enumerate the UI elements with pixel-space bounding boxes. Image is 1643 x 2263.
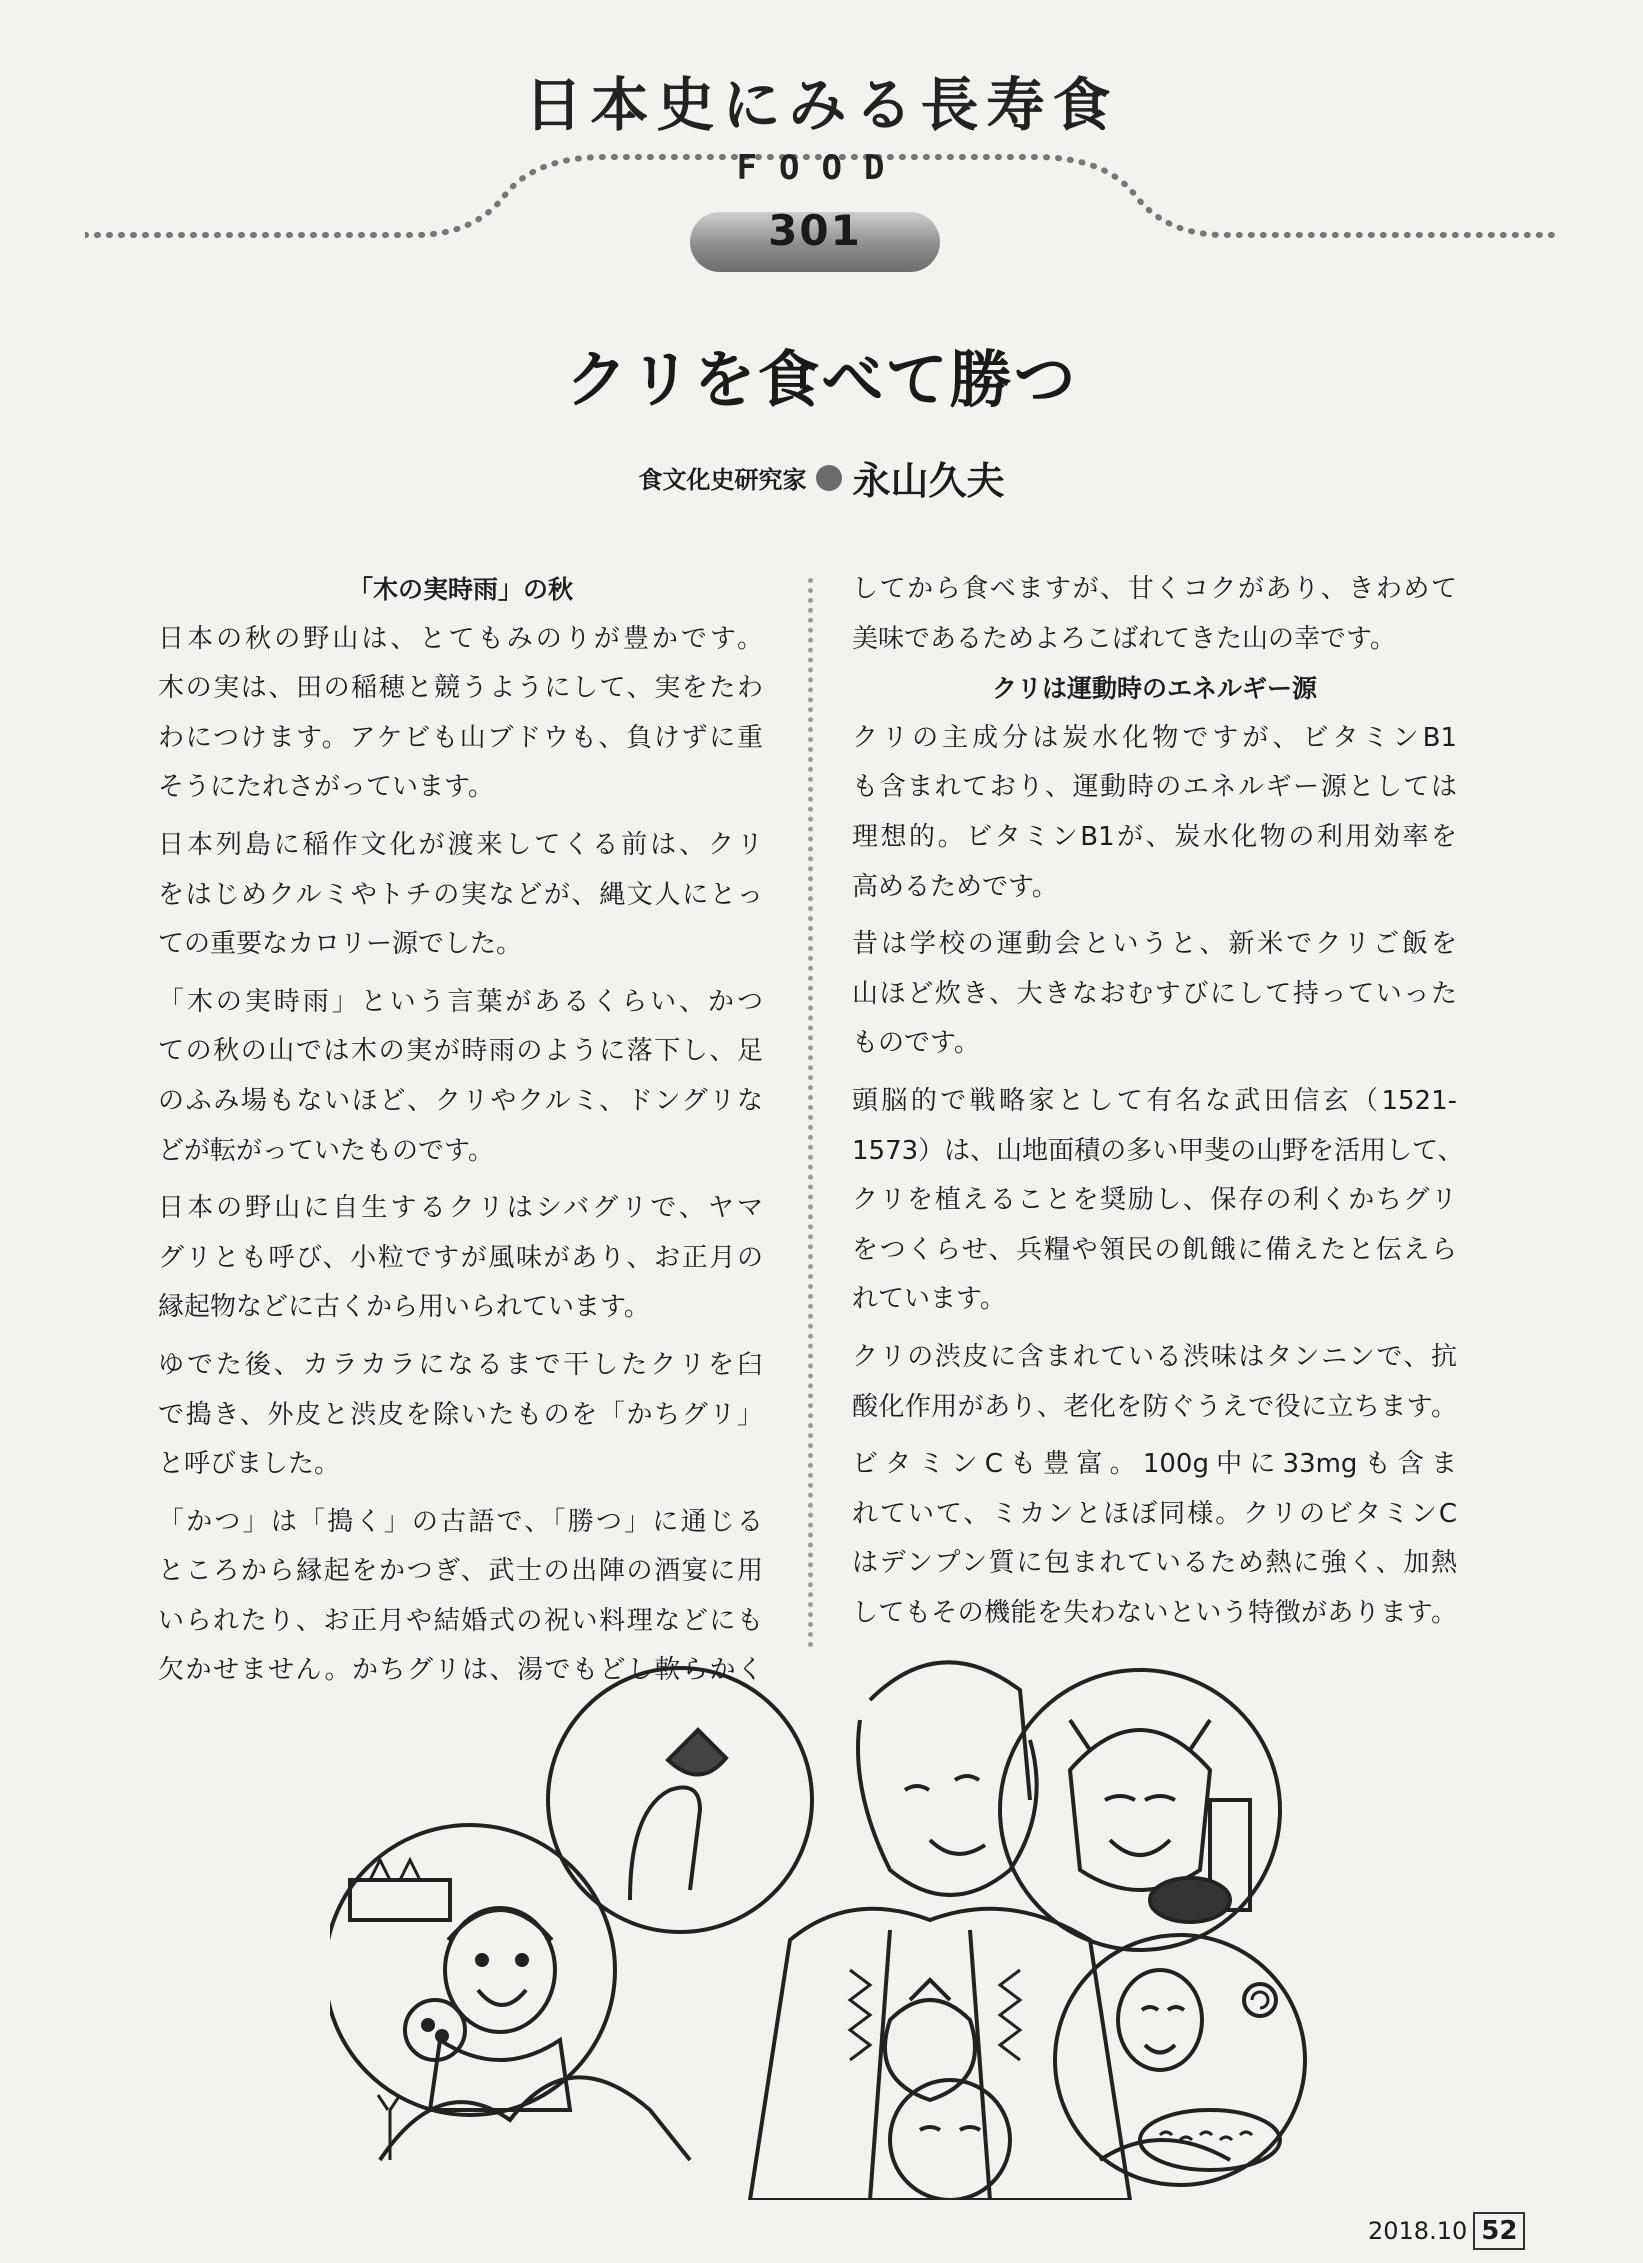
text-line: どが転がっていたものです。 xyxy=(158,1135,494,1166)
issue-date: 2018.10 xyxy=(1368,2217,1468,2245)
text-line: 欠かせません。かちグリは、湯でもどし軟らかく xyxy=(158,1655,763,1686)
text-line: クリの主成分は炭水化物ですが、ビタミンB1 xyxy=(852,722,1457,753)
text-line: 美味であるためよろこばれてきた山の幸です。 xyxy=(852,623,1396,654)
text-line: 「かつ」は「搗く」の古語で、「勝つ」に通じる xyxy=(158,1506,763,1537)
text-line: れています。 xyxy=(852,1284,1006,1315)
right-column xyxy=(852,565,1464,1638)
text-line: 理想的。ビタミンB1が、炭水化物の利用効率を xyxy=(852,821,1457,852)
text-line: 1573）は、山地面積の多い甲斐の山野を活用して、 xyxy=(852,1135,1464,1166)
text-line: をつくらせ、兵糧や領民の飢餓に備えたと伝えら xyxy=(852,1234,1457,1265)
text-line: してもその機能を失わないという特徴があります。 xyxy=(852,1597,1457,1628)
text-line: れていて、ミカンとほぼ同様。クリのビタミンC xyxy=(852,1498,1457,1529)
text-line: 酸化作用があり、老化を防ぐうえで役に立ちます。 xyxy=(852,1391,1457,1422)
text-line: で搗き、外皮と渋皮を除いたものを「かちグリ」 xyxy=(158,1399,763,1430)
text-line: 頭脳的で戦略家として有名な武田信玄（1521- xyxy=(852,1085,1457,1116)
text-line: をはじめクルミやトチの実などが、縄文人にとっ xyxy=(158,879,763,910)
text-line: ところから縁起をかつぎ、武士の出陣の酒宴に用 xyxy=(158,1556,763,1587)
byline xyxy=(0,450,1643,505)
text-line: してから食べますが、甘くコクがあり、きわめて xyxy=(852,574,1457,604)
text-line: と呼びました。 xyxy=(158,1449,341,1480)
author-name: 永山久夫 xyxy=(852,459,1005,503)
text-line: クリの渋皮に含まれている渋味はタンニンで、抗 xyxy=(852,1341,1457,1372)
text-line: 日本列島に稲作文化が渡来してくる前は、クリ xyxy=(158,829,763,860)
food-label: FOOD xyxy=(736,148,907,188)
bullet-icon xyxy=(816,465,842,491)
article-title: クリを食べて勝つ xyxy=(565,343,1078,416)
left-column xyxy=(158,565,763,1696)
column-divider xyxy=(808,578,813,1648)
text-line: ものです。 xyxy=(852,1028,980,1059)
text-line: 木の実は、田の稲穂と競うようにして、実をたわ xyxy=(158,673,763,704)
chestnut-festival-illustration xyxy=(330,1640,1330,2200)
text-line: はデンプン質に包まれているため熱に強く、加熱 xyxy=(852,1548,1457,1579)
page-footer xyxy=(1368,2212,1525,2250)
text-line: そうにたれさがっています。 xyxy=(158,772,494,803)
text-line: のふみ場もないほど、クリやクルミ、ドングリな xyxy=(158,1085,763,1116)
author-role: 食文化史研究家 xyxy=(638,466,807,494)
section-heading: 「木の実時雨」の秋 xyxy=(347,575,573,604)
text-line: 高めるためです。 xyxy=(852,871,1058,902)
text-line: いられたり、お正月や結婚式の祝い料理などにも xyxy=(158,1605,763,1636)
section-heading: クリは運動時のエネルギー源 xyxy=(991,674,1317,704)
text-line: も含まれており、運動時のエネルギー源としては xyxy=(852,772,1457,803)
series-number: 301 xyxy=(768,206,862,255)
series-title: 日本史にみる長寿食 xyxy=(524,71,1119,139)
text-line: 縁起物などに古くから用いられています。 xyxy=(158,1292,650,1323)
text-line: クリを植えることを奨励し、保存の利くかちグリ xyxy=(852,1185,1457,1216)
text-line: 山ほど炊き、大きなおむすびにして持っていった xyxy=(852,978,1457,1009)
text-line: 昔は学校の運動会というと、新米でクリご飯を xyxy=(852,929,1457,960)
text-line: ビタミンCも豊富。100g中に33mgも含ま xyxy=(852,1449,1457,1480)
text-line: ての秋の山では木の実が時雨のように落下し、足 xyxy=(158,1036,763,1067)
text-line: 日本の秋の野山は、とてもみのりが豊かです。 xyxy=(158,623,763,654)
page-number: 52 xyxy=(1473,2212,1525,2250)
text-line: 日本の野山に自生するクリはシバグリで、ヤマ xyxy=(158,1193,763,1224)
text-line: わにつけます。アケビも山ブドウも、負けずに重 xyxy=(158,722,763,753)
text-line: グリとも呼び、小粒ですが風味があり、お正月の xyxy=(158,1242,763,1273)
text-line: ゆでた後、カラカラになるまで干したクリを臼 xyxy=(158,1349,763,1380)
text-line: ての重要なカロリー源でした。 xyxy=(158,929,523,960)
text-line: 「木の実時雨」という言葉があるくらい、かつ xyxy=(158,986,763,1017)
